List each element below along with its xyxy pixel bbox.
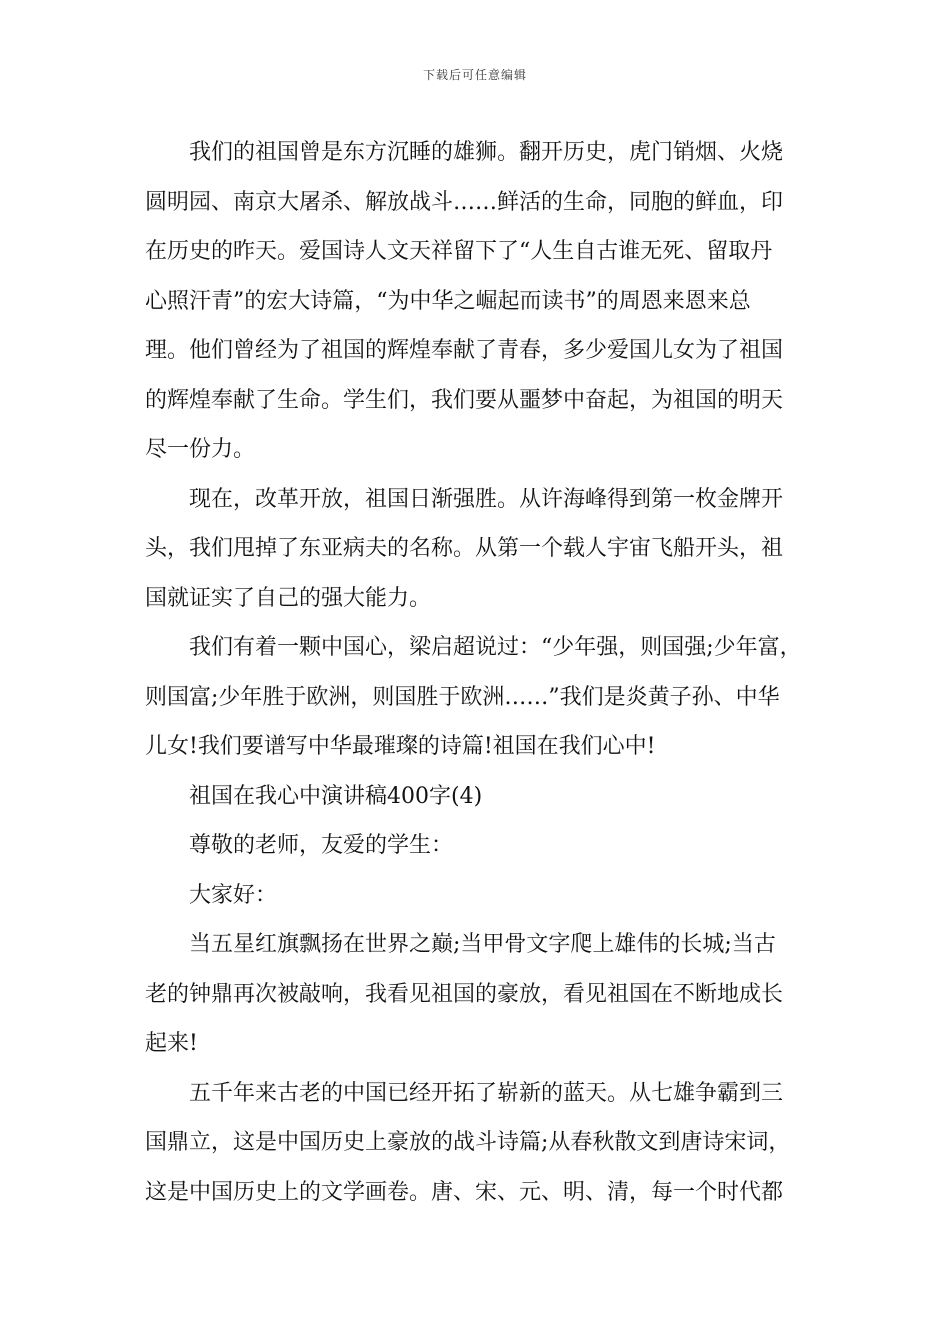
text-line: 我们的祖国曾是东方沉睡的雄狮。翻开历史，虎门销烟、火烧: [189, 140, 784, 165]
text-line: 心照汗青”的宏大诗篇，“为中华之崛起而读书”的周恩来恩来总: [145, 288, 751, 314]
text-line: 国鼎立，这是中国历史上豪放的战斗诗篇;从春秋散文到唐诗宋词，: [145, 1130, 791, 1155]
text-line: 在历史的昨天。爱国诗人文天祥留下了“人生自古谁无死、留取丹: [145, 239, 773, 264]
text-line: 国就证实了自己的强大能力。: [145, 585, 432, 611]
salutation: 尊敬的老师，友爱的学生：: [189, 833, 454, 858]
text-line: 的辉煌奉献了生命。学生们，我们要从噩梦中奋起，为祖国的明天: [145, 387, 784, 413]
text-line: 现在，改革开放，祖国日渐强胜。从许海峰得到第一枚金牌开: [189, 486, 784, 512]
text-line: 儿女!我们要谱写中华最璀璨的诗篇!祖国在我们心中!: [145, 734, 656, 759]
page-header: 下载后可任意编辑: [422, 68, 527, 82]
text-line: 当五星红旗飘扬在世界之巅;当甲骨文字爬上雄伟的长城;当古: [189, 932, 776, 957]
text-line: 理。他们曾经为了祖国的辉煌奉献了青春，多少爱国儿女为了祖国: [145, 338, 784, 363]
text-line: 我们有着一颗中国心，梁启超说过：“少年强，则国强;少年富，: [189, 635, 802, 660]
text-line: 老的钟鼎再次被敲响，我看见祖国的豪放，看见祖国在不断地成长: [145, 981, 784, 1007]
text-line: 这是中国历史上的文学画卷。唐、宋、元、明、清，每一个时代都: [145, 1179, 784, 1205]
text-line: 圆明园、南京大屠杀、解放战斗……鲜活的生命，同胞的鲜血，印: [145, 189, 784, 215]
text-line: 起来!: [145, 1031, 198, 1056]
section-title: 祖国在我心中演讲稿400字(4): [189, 783, 483, 809]
text-line: 则国富;少年胜于欧洲，则国胜于欧洲……”我们是炎黄子孙、中华: [145, 684, 780, 710]
text-line: 五千年来古老的中国已经开拓了崭新的蓝天。从七雄争霸到三: [189, 1080, 784, 1106]
text-line: 尽一份力。: [145, 437, 256, 462]
text-line: 头，我们甩掉了东亚病夫的名称。从第一个载人宇宙飞船开头，祖: [145, 536, 784, 561]
document-body: [145, 128, 805, 1217]
greeting: 大家好：: [189, 882, 278, 908]
